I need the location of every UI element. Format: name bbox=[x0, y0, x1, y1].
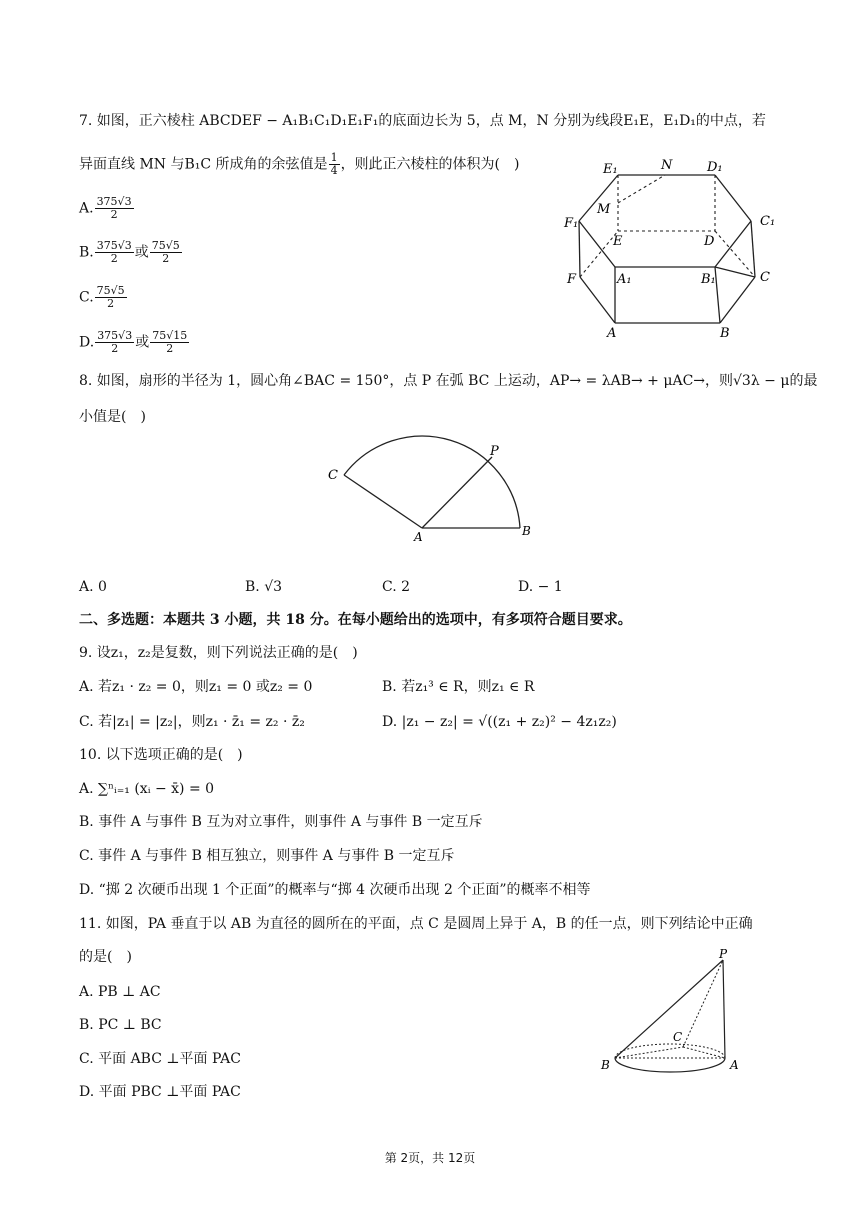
q7-option-a[interactable]: A. $\frac{375√3}{2}$ bbox=[79, 195, 132, 221]
label-B1: B₁ bbox=[701, 272, 716, 287]
q7-option-b[interactable]: B. $\frac{375√3}{2}$ 或 $\frac{75√5}{2}$ bbox=[79, 239, 180, 265]
q7-stem-tail: ，则此正六棱柱的体积为( ) bbox=[340, 156, 520, 173]
label-D: D bbox=[704, 234, 715, 249]
label-E1: E₁ bbox=[603, 162, 618, 177]
q8-option-d[interactable]: D. − 1 bbox=[518, 579, 563, 595]
label-A1: A₁ bbox=[617, 272, 632, 287]
label-M: M bbox=[597, 202, 611, 217]
q9-option-d[interactable]: D. |z₁ − z₂| = √((z₁ + z₂)² − 4z₁z₂) bbox=[382, 714, 617, 730]
q7-stem-text: 异面直线 MN 与B₁C 所成角的余弦值是 bbox=[79, 156, 328, 173]
page-number-footer: 第 2页，共 12页 bbox=[384, 1151, 476, 1165]
label-A: A bbox=[607, 326, 617, 341]
label-P: P bbox=[719, 947, 728, 961]
label-C: C bbox=[328, 468, 338, 483]
q11-cone-figure bbox=[595, 945, 755, 1085]
q10-stem: 10. 以下选项正确的是( ) bbox=[79, 747, 243, 763]
q11-stem-line1: 11. 如图，PA 垂直于以 AB 为直径的圆所在的平面，点 C 是圆周上异于 A，B 的任一点，则下列结论中正确 bbox=[79, 916, 753, 932]
q8-stem-line2: 小值是( ) bbox=[79, 409, 146, 425]
q8-option-c[interactable]: C. 2 bbox=[382, 579, 411, 595]
q7-stem-line1: 7. 如图，正六棱柱 ABCDEF − A₁B₁C₁D₁E₁F₁的底面边长为 5，点 M，N 分别为线段E₁E，E₁D₁的中点，若 bbox=[79, 113, 766, 129]
label-F1: F₁ bbox=[564, 216, 579, 231]
q8-sector-figure bbox=[320, 435, 540, 550]
q7-cos-fraction: $\frac{1}{4}$ bbox=[330, 151, 338, 177]
label-A: A bbox=[730, 1058, 739, 1072]
q11-option-c[interactable]: C. 平面 ABC ⊥平面 PAC bbox=[79, 1051, 241, 1067]
label-P: P bbox=[490, 444, 499, 459]
q7-stem-line2 bbox=[79, 152, 520, 177]
label-B: B bbox=[601, 1058, 610, 1072]
label-C: C bbox=[760, 270, 770, 285]
label-B: B bbox=[720, 326, 730, 341]
q9-option-a[interactable]: A. 若z₁ · z₂ = 0，则z₁ = 0 或z₂ = 0 bbox=[79, 679, 313, 695]
q7-hexagonal-prism-figure bbox=[555, 155, 795, 345]
q11-stem-line2: 的是( ) bbox=[79, 949, 132, 965]
q11-option-b[interactable]: B. PC ⊥ BC bbox=[79, 1017, 162, 1033]
q9-option-b[interactable]: B. 若z₁³ ∈ R，则z₁ ∈ R bbox=[382, 679, 535, 695]
q7-option-d[interactable]: D. $\frac{375√3}{2}$ 或 $\frac{75√15}{2}$ bbox=[79, 329, 188, 355]
q8-stem-line1: 8. 如图，扇形的半径为 1，圆心角∠BAC = 150°，点 P 在弧 BC 上运动，AP→ = λAB→ + μAC→，则√3λ − μ的最 bbox=[79, 373, 818, 389]
label-N: N bbox=[661, 158, 673, 173]
label-A: A bbox=[414, 530, 423, 544]
label-E: E bbox=[613, 234, 623, 249]
q10-option-a[interactable]: A. ∑ⁿᵢ₌₁ (xᵢ − x̄) = 0 bbox=[79, 781, 215, 797]
q8-option-b[interactable]: B. √3 bbox=[245, 579, 283, 595]
label-F: F bbox=[567, 272, 577, 287]
q8-option-a[interactable]: A. 0 bbox=[79, 579, 107, 595]
label-B: B bbox=[522, 524, 531, 538]
q9-option-c[interactable]: C. 若|z₁| = |z₂|，则z₁ · z̄₁ = z₂ · z̄₂ bbox=[79, 714, 305, 730]
label-C1: C₁ bbox=[760, 214, 776, 229]
q10-option-c[interactable]: C. 事件 A 与事件 B 相互独立，则事件 A 与事件 B 一定互斥 bbox=[79, 848, 455, 864]
section-heading-multi-choice: 二、多选题：本题共 3 小题，共 18 分。在每小题给出的选项中，有多项符合题目要求。 bbox=[79, 612, 632, 628]
q11-option-a[interactable]: A. PB ⊥ AC bbox=[79, 984, 161, 1000]
q10-option-b[interactable]: B. 事件 A 与事件 B 互为对立事件，则事件 A 与事件 B 一定互斥 bbox=[79, 814, 483, 830]
q10-option-d[interactable]: D. “掷 2 次硬币出现 1 个正面”的概率与“掷 4 次硬币出现 2 个正面”的概率不相等 bbox=[79, 882, 591, 898]
q9-stem: 9. 设z₁，z₂是复数，则下列说法正确的是( ) bbox=[79, 645, 358, 661]
label-D1: D₁ bbox=[707, 160, 723, 175]
q11-option-d[interactable]: D. 平面 PBC ⊥平面 PAC bbox=[79, 1084, 241, 1100]
label-C: C bbox=[673, 1030, 683, 1044]
q7-option-c[interactable]: C. $\frac{75√5}{2}$ bbox=[79, 284, 125, 310]
